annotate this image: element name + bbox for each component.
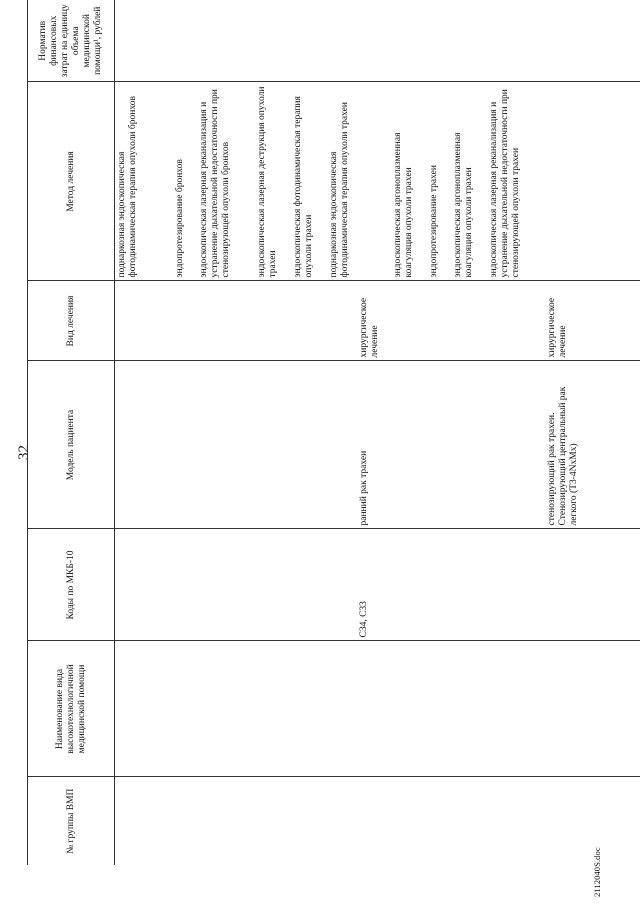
header-row [28, 0, 115, 865]
method-item: эндопротезирование бронхов [175, 159, 185, 278]
method-item: эндоскопическая лазерная реканализация и устранение дыхательной недостаточности при стенозирующей опухоли бронхов [199, 89, 231, 278]
header-icd-codes: Коды по МКБ-10 [28, 529, 115, 641]
model-stenosing: стенозирующий рак трахеи. Стенозирующий центральный рак легкого (Т3-4NxMx) [547, 386, 579, 526]
method-item: эндоскопическая фотодинамическая терапия опухоли трахеи [293, 96, 314, 278]
vmp-table [27, 0, 640, 865]
cell-treatment-type [115, 281, 640, 361]
cell-icd-codes [115, 529, 640, 641]
method-item: поднаркозная эндоскопическая фотодинамическая терапия опухоли бронхов [117, 96, 138, 278]
table-row [115, 0, 640, 865]
header-group-no: № группы ВМП [28, 777, 115, 865]
treatment-type-surgical-1: хирургическое лечение [359, 297, 380, 358]
cell-patient-model [115, 361, 640, 529]
method-item: эндоскопическая аргоноплазменная коагуляция опухоли трахеи [453, 132, 474, 278]
cell-cost-norm [115, 0, 640, 82]
cell-group-no [115, 777, 640, 865]
method-item: эндопротезирование трахеи [429, 165, 439, 278]
treatment-type-surgical-2: хирургическое лечение [547, 297, 568, 358]
header-treatment-type: Вид лечения [28, 281, 115, 361]
page-number: 32 [16, 445, 32, 460]
header-treatment-method: Метод лечения [28, 82, 115, 281]
model-early-trachea: ранний рак трахеи [359, 450, 369, 526]
method-item: эндоскопическая аргоноплазменная коагуляция опухоли трахеи [393, 132, 414, 278]
method-item: эндоскопическая лазерная деструкция опухоли трахеи [257, 86, 278, 278]
header-cost-norm: Норматив финансовых затрат на единицу объема медицинской помощи¹, рублей [28, 0, 115, 82]
method-item: поднаркозная эндоскопическая фотодинамическая терапия опухоли трахеи [329, 102, 350, 278]
cell-vmp-name [115, 641, 640, 777]
icd-code-c34-c33: С34, С33 [359, 601, 369, 638]
header-vmp-name: Наименование вида высокотехнологичной медицинской помощи [28, 641, 115, 777]
cell-treatment-method [115, 82, 640, 281]
header-patient-model: Модель пациента [28, 361, 115, 529]
document-code: 2112040S.doc [592, 847, 602, 897]
method-item: эндоскопическая лазерная реканализация и устранение дыхательной недостаточности при стенозирующей опухоли трахеи [489, 89, 521, 278]
